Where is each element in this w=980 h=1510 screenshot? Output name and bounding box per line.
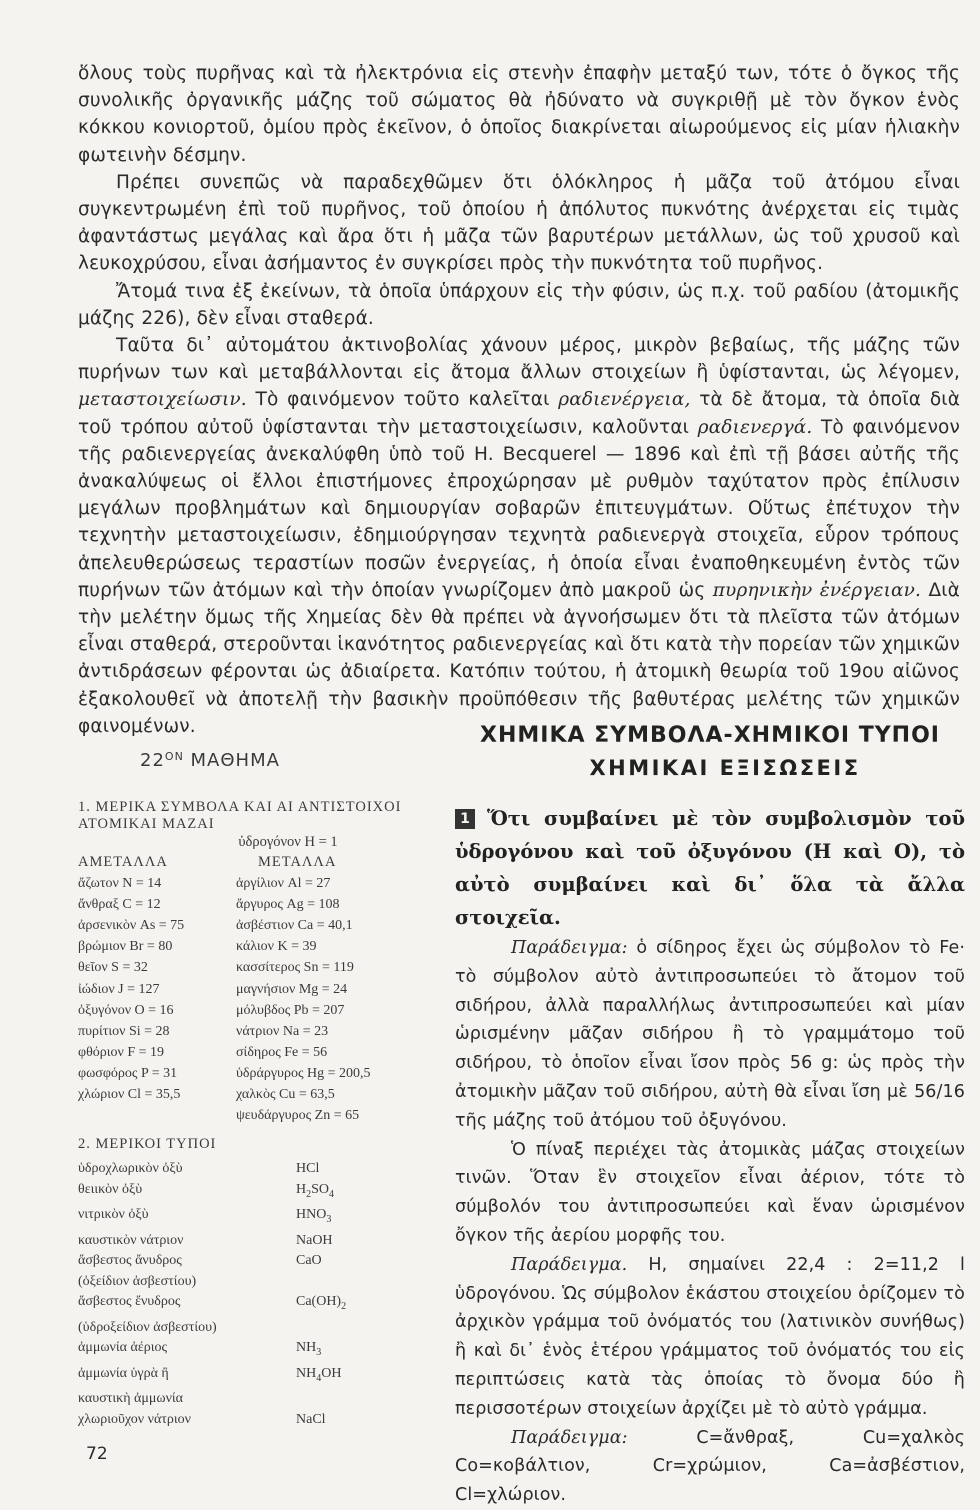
paragraph-4 (78, 332, 960, 740)
formula: HCl (296, 1161, 320, 1177)
element-cell: σίδηρος Fe = 56 (236, 1044, 328, 1060)
element-cell: ἀρσενικὸν As = 75 (78, 918, 185, 934)
table-row (78, 1063, 408, 1084)
example-text: ὁ σίδηρος ἔχει ὡς σύμβολον τὸ Fe· τὸ σύμβολον αὐτὸ ἀντιπροσωπεύει τὸ ἄτομον τοῦ σιδήρου, ἀλλὰ παραλλήλως ἀντιπροσωπεύει καὶ μίαν ὡρισμένην μᾶζαν σιδήρου ἢ τὸ γραμμάτομο τοῦ σιδήρου, τὸ ὁποῖον εἶναι ἴσον πρὸς 56 g: ὡς πρὸς τὴν ἀτομικὴν μᾶζαν τοῦ σιδήρου, αὐτὴ θὰ εἶναι ἴση μὲ 56/16 τῆς μάζης τοῦ ἀτόμου τοῦ ὀξυγόνου. (455, 938, 965, 1131)
element-cell: πυρίτιον Si = 28 (78, 1023, 170, 1039)
col-metals: ΜΕΤΑΛΛΑ (258, 854, 337, 870)
compound-name: (ὀξείδιον ἀσβεστίου) (78, 1273, 197, 1289)
lesson-title (140, 750, 408, 771)
element-cell: φωσφόρος P = 31 (78, 1065, 178, 1081)
lesson-label: ΜΑΘΗΜΑ (190, 750, 280, 771)
table-row (78, 1021, 408, 1042)
element-cell: ἄζωτον N = 14 (78, 876, 162, 892)
element-cell: κάλιον K = 39 (236, 939, 317, 955)
table-note: Ὁ πίναξ περιέχει τὰς ἀτομικὰς μάζας στοιχείων τινῶν. Ὅταν ἓν στοιχεῖον εἶναι ἀέριον, τότε τὸ σύμβολόν του ἀντιπροσωπεύει καὶ ἕναν ὡρισμένον ὄγκον τῆς ἀερίου μορφῆς του. (455, 1139, 965, 1246)
table-row (78, 1292, 408, 1317)
element-cell: νάτριον Na = 23 (236, 1023, 329, 1039)
compound-name: θειικὸν ὀξὺ (78, 1181, 143, 1197)
chemistry-section (455, 720, 965, 1510)
compound-name: καυστικὴ ἀμμωνία (78, 1391, 184, 1407)
formula: NaCl (296, 1411, 326, 1427)
element-cell: ἄργυρος Ag = 108 (236, 897, 340, 913)
element-cell: χαλκὸς Cu = 63,5 (236, 1087, 335, 1103)
table-row (78, 894, 408, 915)
formula: $NH_3$ (296, 1340, 322, 1359)
table-row (78, 1272, 408, 1293)
table-row (78, 979, 408, 1000)
table-row (78, 1338, 408, 1363)
formulas-table (78, 1159, 408, 1430)
formula: $NH_4OH$ (296, 1365, 342, 1384)
element-cell: κασσίτερος Sn = 119 (236, 960, 354, 976)
table-row (78, 936, 408, 957)
element-cell: ἰώδιον J = 127 (78, 981, 160, 997)
lesson-sidebar (78, 750, 408, 1430)
table-row (78, 1410, 408, 1431)
compound-name: ἄσβεστος ἄνυδρος (78, 1253, 182, 1269)
formula: $HNO_3$ (296, 1207, 332, 1225)
table-row (78, 1389, 408, 1410)
table-row (78, 1364, 408, 1389)
p4-part-e: Διὰ τὴν μελέτην ὅμως τῆς Χημείας δὲν θὰ πρέπει νὰ ἀγνοήσωμεν ὅτι τὰ πλεῖστα τῶν ἀτόμων εἶναι σταθερά, στεροῦνται ἱκανότητος ραδιενεργείας καὶ ὅτι κατὰ τὴν πορείαν τῶν χημικῶν ἀντιδράσεων φέρονται ὡς ἀδιαίρετα. Κατόπιν τούτου, ἡ ἀτομικὴ θεωρία τοῦ 19ου αἰῶνος ἐξακολουθεῖ νὰ ἀποτελῇ τὴν βασικὴν προϋπόθεσιν τῆς βαθυτέρας μελέτης τῶν χημικῶν φαινομένων. (78, 579, 961, 737)
element-cell: ὑδράργυρος Hg = 200,5 (236, 1065, 371, 1081)
example-text: C=ἄνθραξ, Cu=χαλκὸς Co=κοβάλτιον, Cr=χρώμιον, Ca=ἀσβέστιον, Cl=χλώριον. (455, 1427, 965, 1506)
table-row (78, 957, 408, 978)
example-label: Παράδειγμα. (511, 1254, 628, 1275)
term-radienergeia: ραδιενέργεια, (558, 389, 691, 411)
top-text-block (78, 60, 960, 740)
table-row (78, 915, 408, 936)
formula (296, 1318, 408, 1339)
element-cell: ἄνθραξ C = 12 (78, 897, 161, 913)
formula: CaO (296, 1253, 322, 1269)
table-row (78, 1205, 408, 1230)
table-row (78, 1105, 408, 1126)
term-radienerga: ραδιενεργά. (697, 416, 813, 438)
section1-title: 1. ΜΕΡΙΚΑ ΣΥΜΒΟΛΑ ΚΑΙ ΑΙ ΑΝΤΙΣΤΟΙΧΟΙ ΑΤΟΜΙΚΑΙ ΜΑΖΑΙ (78, 799, 402, 832)
paragraph-3: Ἄτομά τινα ἐξ ἐκείνων, τὰ ὁποῖα ὑπάρχουν εἰς τὴν φύσιν, ὡς π.χ. τοῦ ραδίου (ἀτομικῆς μάζης 226), δὲν εἶναι σταθερά. (78, 280, 960, 329)
compound-name: καυστικὸν νάτριον (78, 1232, 184, 1248)
example-label: Παράδειγμα: (511, 1427, 628, 1448)
element-cell: μόλυβδος Pb = 207 (236, 1002, 345, 1018)
example-1 (455, 934, 965, 1136)
compound-name: ἀμμωνία ἀέριος (78, 1340, 168, 1356)
formula (296, 1272, 408, 1293)
paragraph-2: Πρέπει συνεπῶς νὰ παραδεχθῶμεν ὅτι ὁλόκληρος ἡ μᾶζα τοῦ ἀτόμου εἶναι συγκεντρωμένη ἐπὶ τοῦ πυρῆνος, τοῦ ὁποίου ἡ ἀπόλυτος πυκνότης ἀνέρχεται εἰς τιμὰς ἀφαντάστως μεγάλας καὶ ἄρα ὅτι ἡ μᾶζα τῶν βαρυτέρων μετάλλων, ὡς τοῦ χρυσοῦ καὶ λευκοχρύσου, εἶναι ἀσήμαντος ἐν συγκρίσει πρὸς τὴν πυκνότητα τοῦ πυρῆνος. (78, 171, 960, 275)
element-cell: χλώριον Cl = 35,5 (78, 1087, 181, 1103)
formula: $H_2SO_4$ (296, 1181, 335, 1200)
table-row (78, 1042, 408, 1063)
compound-name: ἄσβεστος ἔνυδρος (78, 1294, 181, 1310)
page-number: 72 (86, 1444, 108, 1464)
p4-part-a: Ταῦτα δι᾿ αὐτομάτου ἀκτινοβολίας χάνουν μέρος, μικρὸν βεβαίως, τῆς μάζης τῶν πυρήνων των καὶ μεταβάλλονται εἰς ἄτομα ἄλλων στοιχείων ἢ ὑφίστανται, ὡς λέγομεν, (78, 335, 960, 384)
example-3 (455, 1424, 965, 1510)
element-cell: φθόριον F = 19 (78, 1044, 165, 1060)
element-cell: βρώμιον Br = 80 (78, 939, 173, 955)
p4-part-c: τὰ δὲ ἄτομα, τὰ ὁποῖα διὰ τοῦ τρόπου αὐτοῦ ὑφίστανται τὴν μεταστοιχείωσιν, καλοῦνται (78, 389, 961, 438)
section-subtitle: ΧΗΜΙΚΑΙ ΕΞΙΣΩΣΕΙΣ (589, 756, 861, 780)
example-2 (455, 1251, 965, 1424)
element-cell: ψευδάργυρος Zn = 65 (236, 1108, 360, 1124)
table-row (78, 1251, 408, 1272)
compound-name: ὑδροχλωρικὸν ὀξὺ (78, 1161, 183, 1177)
lesson-number: 22 (140, 750, 165, 771)
element-cell: θεῖον S = 32 (78, 960, 148, 976)
formula (296, 1389, 408, 1410)
table-header-row (78, 852, 408, 873)
table-row (78, 1231, 408, 1252)
lesson-number-suffix: ΟΝ (164, 750, 184, 763)
example-label: Παράδειγμα: (511, 938, 628, 958)
col-nonmetals: ΑΜΕΤΑΛΛΑ (78, 854, 168, 870)
table-row (78, 1084, 408, 1105)
atomic-mass-table (78, 852, 408, 1126)
element-cell (78, 1105, 236, 1126)
compound-name: (ὑδροξείδιον ἀσβεστίου) (78, 1319, 217, 1335)
table-row (78, 1000, 408, 1021)
formula: NaOH (296, 1232, 333, 1248)
section2-title: 2. ΜΕΡΙΚΟΙ ΤΥΠΟΙ (78, 1136, 217, 1153)
term-metastoicheiosin: μεταστοιχείωσιν. (78, 389, 247, 411)
table-row (78, 873, 408, 894)
element-cell: ὀξυγόνον O = 16 (78, 1002, 174, 1018)
number-badge: 1 (455, 809, 475, 829)
term-pyrinikin-energeian: πυρηνικὴν ἐνέργειαν. (712, 579, 922, 601)
table-row (78, 1318, 408, 1339)
rule-text: Ὅτι συμβαίνει μὲ τὸν συμβολισμὸν τοῦ ὑδρογόνου καὶ τοῦ ὀξυγόνου (H καὶ O), τὸ αὐτὸ συμβαίνει καὶ δι᾿ ὅλα τὰ ἄλλα στοιχεῖα. (455, 807, 965, 929)
table-row (78, 1180, 408, 1205)
example-text: H, σημαίνει 22,4 : 2=11,2 l ὑδρογόνου. Ὡς σύμβολον ἑκάστου στοιχείου ὁρίζομεν τὸ ἀρχικὸν γράμμα τοῦ ὀνόματός του (λατινικὸν συνήθως) ἢ καὶ δι᾿ ἑνὸς ἑτέρου γράμματος τοῦ ὀνόματός του εἰς περιπτώσεις κατὰ τὰς ὁποίας τὸ ὄνομα δύο ἢ περισσοτέρων στοιχείων ἀρχίζει μὲ τὸ αὐτὸ γράμμα. (455, 1254, 965, 1419)
section-title: ΧΗΜΙΚΑ ΣΥΜΒΟΛΑ-ΧΗΜΙΚΟΙ ΤΥΠΟΙ (480, 723, 940, 748)
element-cell: ἀσβέστιον Ca = 40,1 (236, 918, 353, 934)
rule-statement (455, 802, 965, 934)
compound-name: ἀμμωνία ὑγρὰ ἢ (78, 1365, 169, 1381)
paragraph-1: ὅλους τοὺς πυρῆνας καὶ τὰ ἠλεκτρόνια εἰς στενὴν ἐπαφὴν μεταξύ των, τότε ὁ ὄγκος τῆς συνολικῆς ὀργανικῆς μάζης τοῦ σώματος θὰ ἠδύνατο νὰ συγκριθῇ μὲ τὸν ὄγκον ἑνὸς κόκκου κονιορτοῦ, ὁμίου πρὸς ἐκεῖνον, ὁ ὁποῖος διακρίνεται αἰωρούμενος εἰς μίαν ἡλιακὴν φωτεινὴν δέσμην. (78, 63, 960, 166)
element-cell: ἀργίλιον Al = 27 (236, 876, 331, 892)
compound-name: χλωριοῦχον νάτριον (78, 1411, 192, 1427)
p4-part-b: Τὸ φαινόμενον τοῦτο καλεῖται (255, 389, 550, 411)
formula: $Ca(OH)_2$ (296, 1294, 347, 1313)
p4-part-d: Τὸ φαινόμενον τῆς ραδιενεργείας ἀνεκαλύφθη ὑπὸ τοῦ H. Becquerel — 1896 καὶ ἐπὶ τῇ βάσει αὐτῆς τῆς ἀνακαλύψεως οἱ ἔλλοι ἐπιστήμονες ἐπροχώρησαν μὲ ρυθμὸν ταχύτατον πρὸς ἐπίλυσιν μεγάλων προβλημάτων καὶ δημιουργίαν σοβαρῶν ἐπιτευγμάτων. Οὕτως ἐπέτυχον τὴν τεχνητὴν μεταστοιχείωσιν, ἐδημιούργησαν τεχνητὰ ραδιενεργὰ στοιχεῖα, εὗρον τρόπους ἀπελευθερώσεως τεραστίων ποσῶν ἐνεργείας, ἡ ὁποία εἶναι ἐναποθηκευμένη ἐντὸς τῶν πυρήνων τῶν ἀτόμων καὶ τὴν ὁποίαν γνωρίζομεν ἀπὸ μακροῦ ὡς (78, 416, 961, 601)
element-cell: μαγνήσιον Mg = 24 (236, 981, 348, 997)
hydrogen-line: ὑδρογόνον H = 1 (238, 834, 338, 850)
compound-name: νιτρικὸν ὀξὺ (78, 1207, 149, 1223)
table-row (78, 1159, 408, 1180)
